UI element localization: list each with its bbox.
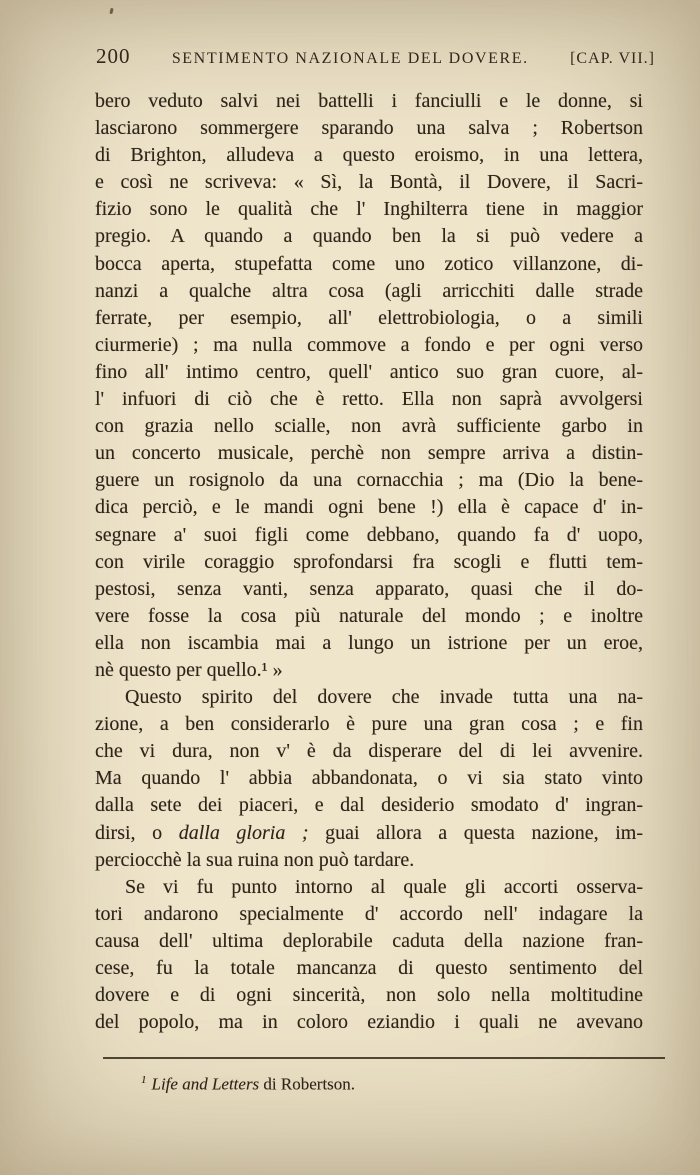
text-segment: dirsi, o <box>95 821 179 844</box>
text-line <box>95 630 643 657</box>
text-line <box>95 115 643 142</box>
text-segment: Se vi fu punto intorno al quale gli accorti osserva- <box>125 875 643 898</box>
scan-speck <box>109 8 113 15</box>
footnote-divider <box>103 1057 665 1059</box>
text-line <box>95 305 643 332</box>
text-segment: ferrate, per esempio, all' elettrobiologia, o a simili <box>95 306 643 329</box>
text-segment: ella non iscambia mai a lungo un istrione per un eroe, <box>95 631 643 654</box>
text-segment: cese, fu la totale mancanza di questo sentimento del <box>95 957 643 979</box>
page-number: 200 <box>96 44 131 68</box>
text-segment: con virile coraggio sprofondarsi fra scogli e flutti tem- <box>95 550 643 573</box>
text-line <box>95 359 643 386</box>
text-segment: dovere e di ogni sincerità, non solo nella moltitudine <box>95 984 643 1007</box>
text-line <box>95 223 643 250</box>
text-segment: Questo spirito del dovere che invade tutta una na- <box>125 686 643 709</box>
text-line <box>95 522 643 549</box>
text-line <box>95 549 643 576</box>
text-line <box>95 847 643 874</box>
text-line <box>95 386 643 413</box>
text-segment: nanzi a qualche altra cosa (agli arricchiti dalle strade <box>95 279 643 302</box>
text-segment: segnare a' suoi figli come debbano, quando fa d' uopo, <box>95 523 643 546</box>
text-segment: lasciarono sommergere sparando una salva ; Robertson <box>95 117 643 140</box>
text-segment: l' infuori di ciò che è retto. Ella non saprà avvolgersi <box>95 388 643 411</box>
running-title: SENTIMENTO NAZIONALE DEL DOVERE. <box>171 50 529 67</box>
text-segment: pregio. A quando a quando ben la si può vedere a <box>95 225 643 248</box>
chapter-label: [CAP. VII.] <box>570 50 655 67</box>
text-segment: con grazia nello scialle, non avrà sufficiente garbo in <box>95 415 643 438</box>
text-line <box>95 440 643 467</box>
text-line <box>95 169 643 196</box>
text-line <box>95 88 643 115</box>
footnote-work-title: Life and Letters <box>151 1074 260 1094</box>
text-segment: che vi dura, non v' è da disperare del di lei avvenire. <box>95 740 643 763</box>
text-segment: e così ne scriveva: « Sì, la Bontà, il Dovere, il Sacri- <box>95 171 643 194</box>
text-line <box>95 196 643 223</box>
footnote-marker: 1 <box>141 1074 147 1086</box>
text-line <box>95 278 643 305</box>
text-segment: dalla sete dei piaceri, e dal desiderio smodato d' ingran- <box>95 794 643 817</box>
text-segment: bocca aperta, stupefatta come uno zotico villanzone, di- <box>95 252 643 275</box>
text-line <box>95 874 643 901</box>
text-segment: di Brighton, alludeva a questo eroismo, in una lettera, <box>95 144 643 167</box>
text-line <box>95 657 643 684</box>
text-segment: guai allora a questa nazione, im- <box>308 821 643 844</box>
text-segment: zione, a ben considerarlo è pure una gran cosa ; e fin <box>95 713 643 736</box>
footnote-text-segment: di Robertson. <box>259 1074 356 1094</box>
text-segment: guere un rosignolo da una cornacchia ; ma (Dio la bene- <box>95 469 643 492</box>
text-line <box>95 955 643 982</box>
text-line <box>95 413 643 440</box>
text-line <box>95 467 643 494</box>
text-line <box>95 792 643 819</box>
text-segment: Ma quando l' abbia abbandonata, o vi sia stato vinto <box>95 767 643 790</box>
text-segment: bero veduto salvi nei battelli i fanciulli e le donne, si <box>95 90 643 112</box>
text-line <box>95 332 643 359</box>
text-segment: nè questo per quello.¹ » <box>95 658 283 681</box>
text-line <box>95 684 643 711</box>
text-line <box>95 251 643 278</box>
text-segment: fino all' intimo centro, quell' antico suo gran cuore, al- <box>95 360 643 383</box>
text-segment: causa dell' ultima deplorabile caduta della nazione fran- <box>95 929 643 952</box>
text-segment: perciocchè la sua ruina non può tardare. <box>95 848 415 871</box>
body-text <box>95 88 643 1036</box>
text-segment: del popolo, ma in coloro eziandio i quali ne avevano <box>95 1011 643 1034</box>
text-segment: dica perciò, e le mandi ogni bene !) ella è capace d' in- <box>95 496 643 519</box>
text-line <box>95 576 643 603</box>
text-line <box>95 738 643 765</box>
text-segment: vere fosse la cosa più naturale del mondo ; e inoltre <box>95 604 643 627</box>
page-header <box>96 44 655 69</box>
text-line <box>95 928 643 955</box>
footnote <box>141 1074 355 1095</box>
text-line <box>95 494 643 521</box>
text-line <box>95 603 643 630</box>
text-segment: tori andarono specialmente d' accordo nell' indagare la <box>95 902 643 925</box>
text-line <box>95 142 643 169</box>
italic-text-segment: dalla gloria ; <box>178 821 309 844</box>
text-line <box>95 820 643 847</box>
text-line <box>95 982 643 1009</box>
text-segment: ciurmerie) ; ma nulla commove a fondo e per ogni verso <box>95 333 643 356</box>
text-segment: fizio sono le qualità che l' Inghilterra tiene in maggior <box>95 198 643 221</box>
text-segment: un concerto musicale, perchè non sempre arriva a distin- <box>95 442 643 465</box>
text-line <box>95 765 643 792</box>
footnote-text <box>152 1075 356 1094</box>
text-line <box>95 711 643 738</box>
text-line <box>95 901 643 928</box>
text-line <box>95 1009 643 1036</box>
text-segment: pestosi, senza vanti, senza apparato, quasi che il do- <box>95 577 643 600</box>
